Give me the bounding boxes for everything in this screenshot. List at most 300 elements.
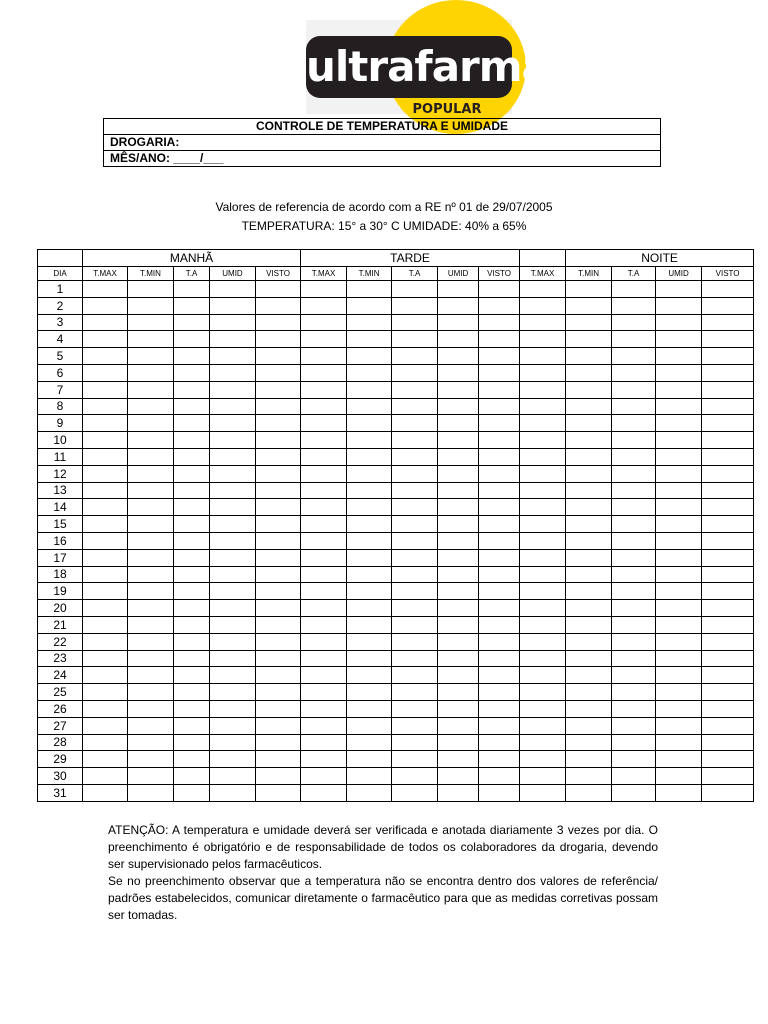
day-number: 16 bbox=[38, 532, 83, 549]
entry-cell bbox=[256, 432, 301, 449]
entry-cell bbox=[612, 364, 656, 381]
day-row bbox=[38, 700, 754, 717]
entry-cell bbox=[210, 600, 256, 617]
day-row bbox=[38, 516, 754, 533]
day-row bbox=[38, 499, 754, 516]
entry-cell bbox=[612, 650, 656, 667]
day-row bbox=[38, 532, 754, 549]
entry-cell bbox=[256, 784, 301, 801]
entry-cell bbox=[128, 381, 174, 398]
entry-cell bbox=[347, 784, 392, 801]
entry-cell bbox=[347, 684, 392, 701]
entry-cell bbox=[210, 616, 256, 633]
entry-cell bbox=[702, 482, 754, 499]
entry-cell bbox=[301, 432, 347, 449]
entry-cell bbox=[392, 616, 438, 633]
entry-cell bbox=[612, 566, 656, 583]
entry-cell bbox=[128, 650, 174, 667]
entry-cell bbox=[347, 549, 392, 566]
entry-cell bbox=[702, 633, 754, 650]
entry-cell bbox=[256, 616, 301, 633]
entry-cell bbox=[256, 751, 301, 768]
day-row bbox=[38, 784, 754, 801]
entry-cell bbox=[256, 549, 301, 566]
entry-cell bbox=[83, 432, 128, 449]
entry-cell bbox=[83, 532, 128, 549]
entry-cell bbox=[347, 398, 392, 415]
entry-cell bbox=[392, 667, 438, 684]
entry-cell bbox=[656, 532, 702, 549]
entry-cell bbox=[301, 751, 347, 768]
day-number: 17 bbox=[38, 549, 83, 566]
entry-cell bbox=[566, 415, 612, 432]
entry-cell bbox=[83, 717, 128, 734]
entry-cell bbox=[520, 700, 566, 717]
entry-cell bbox=[438, 616, 479, 633]
entry-cell bbox=[656, 751, 702, 768]
day-number: 7 bbox=[38, 381, 83, 398]
entry-cell bbox=[83, 297, 128, 314]
entry-cell bbox=[256, 281, 301, 298]
sub-column-header: T.A bbox=[392, 267, 438, 281]
entry-cell bbox=[301, 281, 347, 298]
entry-cell bbox=[566, 667, 612, 684]
entry-cell bbox=[83, 415, 128, 432]
entry-cell bbox=[128, 348, 174, 365]
entry-cell bbox=[83, 600, 128, 617]
entry-cell bbox=[520, 314, 566, 331]
entry-cell bbox=[256, 448, 301, 465]
entry-cell bbox=[174, 516, 210, 533]
entry-cell bbox=[702, 448, 754, 465]
entry-cell bbox=[479, 364, 520, 381]
entry-cell bbox=[256, 633, 301, 650]
entry-cell bbox=[566, 583, 612, 600]
entry-cell bbox=[656, 297, 702, 314]
entry-cell bbox=[479, 667, 520, 684]
entry-cell bbox=[479, 448, 520, 465]
entry-cell bbox=[479, 650, 520, 667]
entry-cell bbox=[520, 633, 566, 650]
sub-column-header: UMID bbox=[210, 267, 256, 281]
entry-cell bbox=[612, 768, 656, 785]
entry-cell bbox=[256, 297, 301, 314]
entry-cell bbox=[438, 432, 479, 449]
entry-cell bbox=[174, 415, 210, 432]
entry-cell bbox=[702, 465, 754, 482]
entry-cell bbox=[210, 751, 256, 768]
entry-cell bbox=[656, 398, 702, 415]
entry-cell bbox=[301, 616, 347, 633]
corner-cell bbox=[38, 250, 83, 267]
entry-cell bbox=[656, 331, 702, 348]
entry-cell bbox=[656, 549, 702, 566]
entry-cell bbox=[438, 650, 479, 667]
sub-column-header: T.MAX bbox=[83, 267, 128, 281]
entry-cell bbox=[83, 667, 128, 684]
entry-cell bbox=[702, 532, 754, 549]
day-number: 23 bbox=[38, 650, 83, 667]
entry-cell bbox=[347, 281, 392, 298]
entry-cell bbox=[612, 784, 656, 801]
entry-cell bbox=[566, 600, 612, 617]
entry-cell bbox=[520, 297, 566, 314]
entry-cell bbox=[301, 532, 347, 549]
entry-cell bbox=[479, 734, 520, 751]
entry-cell bbox=[174, 381, 210, 398]
day-row bbox=[38, 751, 754, 768]
entry-cell bbox=[702, 667, 754, 684]
entry-cell bbox=[612, 633, 656, 650]
entry-cell bbox=[438, 482, 479, 499]
entry-cell bbox=[520, 348, 566, 365]
entry-cell bbox=[347, 532, 392, 549]
entry-cell bbox=[438, 684, 479, 701]
entry-cell bbox=[392, 348, 438, 365]
entry-cell bbox=[174, 734, 210, 751]
entry-cell bbox=[479, 331, 520, 348]
entry-cell bbox=[656, 432, 702, 449]
day-row bbox=[38, 281, 754, 298]
entry-cell bbox=[83, 331, 128, 348]
entry-cell bbox=[210, 482, 256, 499]
entry-cell bbox=[479, 532, 520, 549]
entry-cell bbox=[174, 633, 210, 650]
sub-column-header: UMID bbox=[656, 267, 702, 281]
entry-cell bbox=[210, 465, 256, 482]
entry-cell bbox=[210, 667, 256, 684]
entry-cell bbox=[566, 768, 612, 785]
entry-cell bbox=[612, 331, 656, 348]
entry-cell bbox=[438, 784, 479, 801]
sub-column-header: VISTO bbox=[702, 267, 754, 281]
entry-cell bbox=[656, 700, 702, 717]
entry-cell bbox=[702, 768, 754, 785]
entry-cell bbox=[702, 751, 754, 768]
entry-cell bbox=[256, 381, 301, 398]
entry-cell bbox=[438, 717, 479, 734]
entry-cell bbox=[128, 667, 174, 684]
entry-cell bbox=[656, 684, 702, 701]
entry-cell bbox=[392, 650, 438, 667]
entry-cell bbox=[566, 281, 612, 298]
entry-cell bbox=[566, 297, 612, 314]
entry-cell bbox=[392, 499, 438, 516]
entry-cell bbox=[83, 364, 128, 381]
entry-cell bbox=[702, 281, 754, 298]
entry-cell bbox=[301, 684, 347, 701]
entry-cell bbox=[566, 348, 612, 365]
entry-cell bbox=[656, 348, 702, 365]
day-row bbox=[38, 734, 754, 751]
day-row bbox=[38, 600, 754, 617]
entry-cell bbox=[612, 415, 656, 432]
entry-cell bbox=[128, 448, 174, 465]
entry-cell bbox=[392, 381, 438, 398]
entry-cell bbox=[612, 667, 656, 684]
entry-cell bbox=[438, 566, 479, 583]
day-row bbox=[38, 482, 754, 499]
entry-cell bbox=[612, 532, 656, 549]
day-number: 1 bbox=[38, 281, 83, 298]
entry-cell bbox=[702, 331, 754, 348]
drogaria-field: DROGARIA: bbox=[104, 135, 661, 151]
entry-cell bbox=[210, 364, 256, 381]
entry-cell bbox=[392, 751, 438, 768]
entry-cell bbox=[438, 398, 479, 415]
entry-cell bbox=[438, 314, 479, 331]
entry-cell bbox=[301, 348, 347, 365]
day-number: 21 bbox=[38, 616, 83, 633]
entry-cell bbox=[612, 499, 656, 516]
period-gap-cell bbox=[520, 250, 566, 267]
entry-cell bbox=[210, 432, 256, 449]
entry-cell bbox=[301, 549, 347, 566]
entry-cell bbox=[479, 465, 520, 482]
entry-cell bbox=[438, 381, 479, 398]
entry-cell bbox=[174, 650, 210, 667]
entry-cell bbox=[128, 331, 174, 348]
entry-cell bbox=[520, 448, 566, 465]
day-number: 14 bbox=[38, 499, 83, 516]
reference-values: TEMPERATURA: 15° a 30° C UMIDADE: 40% a 65% bbox=[241, 219, 527, 233]
entry-cell bbox=[612, 684, 656, 701]
sub-column-header: T.MAX bbox=[301, 267, 347, 281]
entry-cell bbox=[612, 734, 656, 751]
entry-cell bbox=[520, 751, 566, 768]
entry-cell bbox=[174, 314, 210, 331]
entry-cell bbox=[256, 650, 301, 667]
day-number: 8 bbox=[38, 398, 83, 415]
entry-cell bbox=[347, 751, 392, 768]
entry-cell bbox=[656, 448, 702, 465]
entry-cell bbox=[301, 650, 347, 667]
entry-cell bbox=[210, 448, 256, 465]
entry-cell bbox=[128, 700, 174, 717]
entry-cell bbox=[566, 499, 612, 516]
entry-cell bbox=[479, 717, 520, 734]
entry-cell bbox=[83, 499, 128, 516]
entry-cell bbox=[612, 700, 656, 717]
entry-cell bbox=[566, 700, 612, 717]
entry-cell bbox=[301, 600, 347, 617]
entry-cell bbox=[702, 432, 754, 449]
entry-cell bbox=[479, 516, 520, 533]
entry-cell bbox=[612, 432, 656, 449]
entry-cell bbox=[347, 465, 392, 482]
entry-cell bbox=[656, 281, 702, 298]
entry-cell bbox=[479, 482, 520, 499]
entry-cell bbox=[174, 448, 210, 465]
day-number: 29 bbox=[38, 751, 83, 768]
entry-cell bbox=[174, 667, 210, 684]
entry-cell bbox=[392, 532, 438, 549]
reference-line: Valores de referencia de acordo com a RE nº 01 de 29/07/2005 bbox=[215, 200, 553, 214]
entry-cell bbox=[479, 583, 520, 600]
day-row bbox=[38, 616, 754, 633]
entry-cell bbox=[702, 364, 754, 381]
entry-cell bbox=[128, 616, 174, 633]
entry-cell bbox=[392, 398, 438, 415]
entry-cell bbox=[392, 516, 438, 533]
entry-cell bbox=[301, 398, 347, 415]
entry-cell bbox=[479, 432, 520, 449]
entry-cell bbox=[702, 381, 754, 398]
sub-column-header: UMID bbox=[438, 267, 479, 281]
entry-cell bbox=[174, 768, 210, 785]
entry-cell bbox=[83, 448, 128, 465]
entry-cell bbox=[520, 532, 566, 549]
period-manha: MANHÃ bbox=[83, 250, 301, 267]
entry-cell bbox=[520, 717, 566, 734]
entry-cell bbox=[438, 600, 479, 617]
entry-cell bbox=[210, 331, 256, 348]
entry-cell bbox=[301, 734, 347, 751]
entry-cell bbox=[301, 700, 347, 717]
entry-cell bbox=[210, 566, 256, 583]
entry-cell bbox=[256, 583, 301, 600]
entry-cell bbox=[347, 566, 392, 583]
entry-cell bbox=[656, 314, 702, 331]
entry-cell bbox=[83, 583, 128, 600]
entry-cell bbox=[520, 650, 566, 667]
entry-cell bbox=[656, 768, 702, 785]
entry-cell bbox=[347, 432, 392, 449]
entry-cell bbox=[392, 784, 438, 801]
day-number: 4 bbox=[38, 331, 83, 348]
entry-cell bbox=[566, 549, 612, 566]
entry-cell bbox=[566, 633, 612, 650]
entry-cell bbox=[128, 532, 174, 549]
sub-column-header: VISTO bbox=[479, 267, 520, 281]
entry-cell bbox=[392, 482, 438, 499]
entry-cell bbox=[702, 684, 754, 701]
entry-cell bbox=[210, 633, 256, 650]
sub-column-header: T.MIN bbox=[347, 267, 392, 281]
entry-cell bbox=[174, 600, 210, 617]
entry-cell bbox=[83, 281, 128, 298]
entry-cell bbox=[702, 600, 754, 617]
entry-cell bbox=[83, 768, 128, 785]
sub-column-header: T.A bbox=[612, 267, 656, 281]
entry-cell bbox=[301, 381, 347, 398]
entry-cell bbox=[347, 415, 392, 432]
day-number: 30 bbox=[38, 768, 83, 785]
entry-cell bbox=[479, 784, 520, 801]
entry-cell bbox=[210, 297, 256, 314]
entry-cell bbox=[210, 768, 256, 785]
entry-cell bbox=[210, 734, 256, 751]
entry-cell bbox=[612, 751, 656, 768]
entry-cell bbox=[438, 281, 479, 298]
entry-cell bbox=[174, 700, 210, 717]
entry-cell bbox=[128, 784, 174, 801]
entry-cell bbox=[83, 566, 128, 583]
entry-cell bbox=[438, 751, 479, 768]
period-noite: NOITE bbox=[566, 250, 754, 267]
day-number: 26 bbox=[38, 700, 83, 717]
entry-cell bbox=[520, 734, 566, 751]
entry-cell bbox=[83, 684, 128, 701]
entry-cell bbox=[438, 700, 479, 717]
entry-cell bbox=[656, 499, 702, 516]
entry-cell bbox=[210, 700, 256, 717]
entry-cell bbox=[392, 281, 438, 298]
entry-cell bbox=[83, 381, 128, 398]
entry-cell bbox=[210, 650, 256, 667]
entry-cell bbox=[566, 381, 612, 398]
entry-cell bbox=[174, 549, 210, 566]
entry-cell bbox=[128, 549, 174, 566]
entry-cell bbox=[210, 784, 256, 801]
entry-cell bbox=[702, 398, 754, 415]
entry-cell bbox=[438, 583, 479, 600]
entry-cell bbox=[566, 566, 612, 583]
entry-cell bbox=[520, 549, 566, 566]
sub-column-header: T.MAX bbox=[520, 267, 566, 281]
header-box bbox=[103, 118, 661, 167]
entry-cell bbox=[438, 297, 479, 314]
entry-cell bbox=[566, 314, 612, 331]
entry-cell bbox=[479, 700, 520, 717]
day-number: 22 bbox=[38, 633, 83, 650]
entry-cell bbox=[438, 348, 479, 365]
entry-cell bbox=[479, 616, 520, 633]
entry-cell bbox=[128, 768, 174, 785]
entry-cell bbox=[174, 583, 210, 600]
entry-cell bbox=[520, 616, 566, 633]
entry-cell bbox=[566, 532, 612, 549]
entry-cell bbox=[392, 633, 438, 650]
entry-cell bbox=[612, 717, 656, 734]
entry-cell bbox=[392, 768, 438, 785]
entry-cell bbox=[479, 549, 520, 566]
entry-cell bbox=[301, 583, 347, 600]
day-row bbox=[38, 381, 754, 398]
entry-cell bbox=[612, 465, 656, 482]
entry-cell bbox=[128, 751, 174, 768]
entry-cell bbox=[174, 465, 210, 482]
entry-cell bbox=[438, 768, 479, 785]
entry-cell bbox=[347, 600, 392, 617]
entry-cell bbox=[566, 448, 612, 465]
entry-cell bbox=[256, 415, 301, 432]
entry-cell bbox=[174, 364, 210, 381]
entry-cell bbox=[612, 348, 656, 365]
entry-cell bbox=[256, 566, 301, 583]
entry-cell bbox=[301, 499, 347, 516]
entry-cell bbox=[174, 499, 210, 516]
day-number: 10 bbox=[38, 432, 83, 449]
entry-cell bbox=[479, 684, 520, 701]
day-row bbox=[38, 549, 754, 566]
entry-cell bbox=[656, 784, 702, 801]
mes-ano-field: MÊS/ANO: ____/___ bbox=[104, 151, 661, 167]
entry-cell bbox=[392, 415, 438, 432]
entry-cell bbox=[83, 549, 128, 566]
entry-cell bbox=[702, 516, 754, 533]
entry-cell bbox=[128, 734, 174, 751]
entry-cell bbox=[438, 549, 479, 566]
entry-cell bbox=[392, 297, 438, 314]
entry-cell bbox=[256, 482, 301, 499]
sub-header-row bbox=[38, 267, 754, 281]
entry-cell bbox=[128, 717, 174, 734]
entry-cell bbox=[612, 482, 656, 499]
entry-cell bbox=[347, 448, 392, 465]
entry-cell bbox=[347, 331, 392, 348]
day-row bbox=[38, 650, 754, 667]
